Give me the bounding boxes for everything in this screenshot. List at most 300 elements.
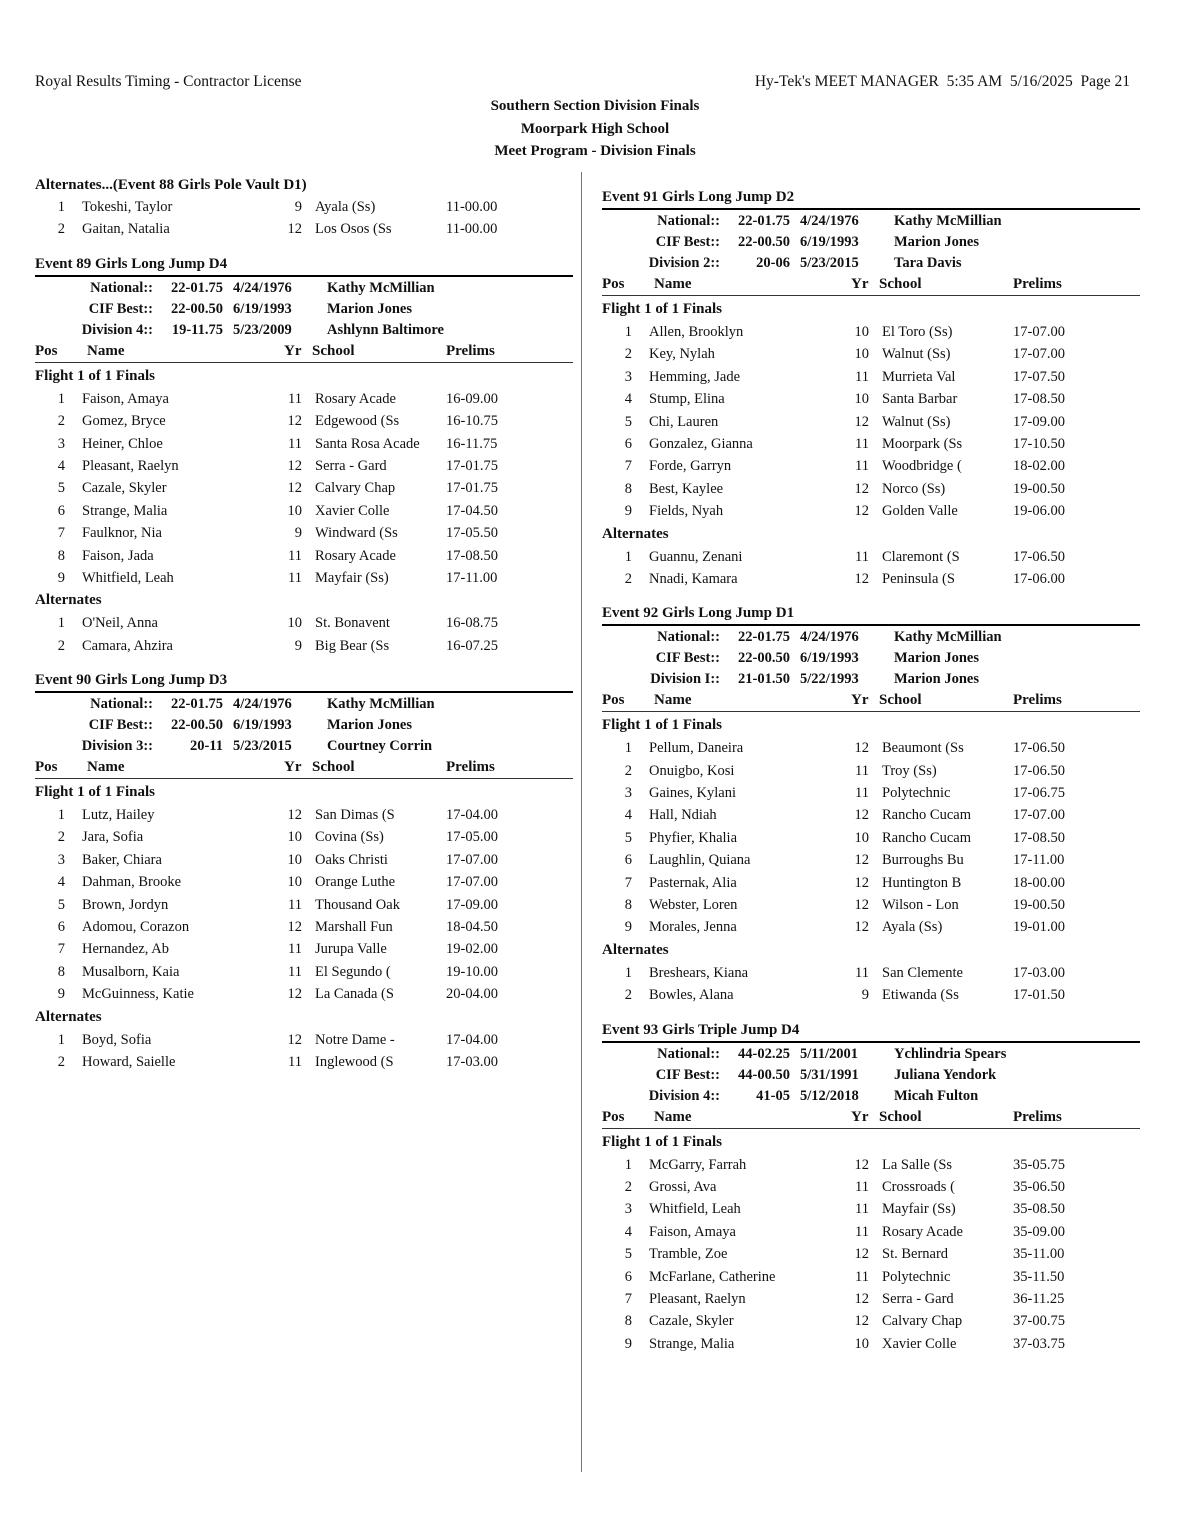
result-row: [35, 522, 573, 544]
athlete-name: McGuinness, Katie: [82, 986, 194, 1003]
athlete-year: 12: [854, 413, 869, 430]
record-holder: Ashlynn Baltimore: [327, 321, 444, 338]
record-holder: Kathy McMillian: [894, 629, 1002, 646]
record-line: [602, 232, 1140, 253]
record-label: Division I::: [650, 671, 720, 688]
result-row: [602, 1198, 1140, 1220]
record-label: National::: [90, 696, 153, 713]
meet-manager-header: Hy-Tek's MEET MANAGER 5:35 AM 5/16/2025 Page 21: [754, 73, 1130, 90]
result-row: [602, 760, 1140, 782]
place-number: 4: [57, 874, 65, 891]
place-number: 1: [624, 740, 632, 757]
flight-label: Flight 1 of 1 Finals: [35, 367, 156, 384]
record-date: 5/12/2018: [800, 1087, 859, 1104]
carryover-alternates: [35, 174, 573, 241]
result-row: [602, 478, 1140, 500]
athlete-year: 11: [288, 963, 302, 980]
prelim-mark: 19-00.50: [1013, 897, 1065, 914]
place-number: 4: [624, 1223, 632, 1240]
record-holder: Courtney Corrin: [327, 738, 433, 755]
place-number: 1: [57, 390, 65, 407]
school-header: School: [879, 692, 922, 709]
result-row: [35, 500, 573, 522]
place-number: 2: [57, 413, 65, 430]
result-row: [35, 894, 573, 916]
prelim-mark: 16-10.75: [446, 413, 498, 430]
record-date: 6/19/1993: [233, 300, 292, 317]
athlete-name: Whitfield, Leah: [649, 1201, 741, 1218]
athlete-year: 12: [854, 852, 869, 869]
result-row: [35, 983, 573, 1005]
prelim-mark: 17-08.50: [1013, 829, 1065, 846]
school-name: Santa Rosa Acade: [315, 435, 420, 452]
place-number: 4: [624, 807, 632, 824]
record-mark: 22-00.50: [738, 234, 790, 250]
athlete-name: Baker, Chiara: [82, 851, 162, 868]
school-name: Orange Luthe: [315, 874, 396, 891]
school-name: Oaks Christi: [315, 851, 388, 868]
school-name: Mayfair (Ss): [315, 569, 389, 586]
result-row: [35, 477, 573, 499]
school-name: Etiwanda (Ss: [882, 987, 959, 1004]
prelim-mark: 17-05.00: [446, 829, 498, 846]
prelim-mark: 17-01.75: [446, 480, 498, 497]
athlete-name: Musalborn, Kaia: [82, 963, 180, 980]
prelims-header: Prelims: [446, 342, 495, 359]
athlete-name: Boyd, Sofia: [82, 1031, 152, 1048]
athlete-year: 11: [855, 548, 869, 565]
result-row: [602, 411, 1140, 433]
record-date: 5/23/2015: [233, 738, 292, 755]
school-name: Inglewood (S: [315, 1053, 394, 1070]
column-headers: [602, 1107, 1140, 1129]
record-holder: Marion Jones: [894, 671, 979, 688]
athlete-year: 11: [288, 941, 302, 958]
record-date: 5/23/2015: [800, 255, 859, 271]
result-row: [602, 1266, 1140, 1288]
record-line: [35, 736, 573, 757]
athlete-name: Grossi, Ava: [649, 1178, 717, 1195]
school-name: Walnut (Ss): [882, 413, 951, 430]
school-name: La Canada (S: [315, 986, 394, 1003]
result-row: [35, 410, 573, 432]
event-title: Event 91 Girls Long Jump D2: [602, 186, 1140, 210]
athlete-name: Tramble, Zoe: [649, 1246, 728, 1263]
athlete-name: Dahman, Brooke: [82, 874, 182, 891]
prelim-mark: 18-04.50: [446, 919, 498, 936]
athlete-year: 12: [854, 919, 869, 936]
result-row: [602, 916, 1140, 938]
place-number: 6: [57, 502, 65, 519]
athlete-name: Jara, Sofia: [82, 829, 144, 846]
athlete-name: Guannu, Zenani: [649, 548, 743, 565]
prelim-mark: 17-07.00: [1013, 807, 1065, 824]
prelim-mark: 11-00.00: [446, 199, 498, 215]
place-number: 1: [624, 1156, 632, 1173]
result-row: [602, 1154, 1140, 1176]
athlete-name: Whitfield, Leah: [82, 569, 174, 586]
prelim-mark: 37-03.75: [1013, 1335, 1065, 1352]
result-row: [35, 826, 573, 848]
result-row: [602, 782, 1140, 804]
place-number: 2: [624, 570, 632, 587]
prelim-mark: 16-08.75: [446, 615, 498, 632]
record-holder: Marion Jones: [894, 234, 979, 250]
athlete-name: Gaines, Kylani: [649, 785, 736, 802]
prelim-mark: 19-00.50: [1013, 480, 1065, 497]
record-date: 4/24/1976: [800, 213, 859, 229]
place-number: 1: [57, 199, 65, 215]
prelim-mark: 35-05.75: [1013, 1156, 1065, 1173]
athlete-year: 11: [288, 390, 302, 407]
school-name: El Toro (Ss): [882, 324, 953, 340]
record-line: [602, 1065, 1140, 1086]
school-name: Rosary Acade: [882, 1223, 963, 1240]
school-name: St. Bonavent: [315, 615, 390, 632]
place-number: 8: [57, 547, 65, 564]
athlete-year: 11: [855, 1268, 869, 1285]
athlete-name: Stump, Elina: [649, 391, 725, 408]
prelim-mark: 16-11.75: [446, 435, 498, 452]
athlete-year: 12: [854, 503, 869, 520]
athlete-name: Howard, Saielle: [82, 1053, 176, 1070]
place-number: 3: [57, 851, 65, 868]
school-name: Rosary Acade: [315, 390, 396, 407]
athlete-name: Allen, Brooklyn: [649, 324, 744, 340]
athlete-year: 10: [287, 615, 302, 632]
athlete-year: 11: [855, 1178, 869, 1195]
prelim-mark: 35-11.50: [1013, 1268, 1065, 1285]
result-row: [602, 1176, 1140, 1198]
result-row: [602, 1333, 1140, 1355]
athlete-year: 12: [287, 457, 302, 474]
record-holder: Marion Jones: [327, 300, 412, 317]
athlete-name: O'Neil, Anna: [82, 615, 158, 632]
record-holder: Kathy McMillian: [327, 696, 435, 713]
record-holder: Marion Jones: [327, 717, 412, 734]
prelim-mark: 35-08.50: [1013, 1201, 1065, 1218]
athlete-name: Faulknor, Nia: [82, 525, 162, 542]
result-row: [35, 567, 573, 589]
school-name: Rancho Cucam: [882, 807, 971, 824]
prelim-mark: 16-09.00: [446, 390, 498, 407]
record-line: [35, 715, 573, 736]
place-number: 3: [624, 1201, 632, 1218]
athlete-name: Pasternak, Alia: [649, 874, 737, 891]
record-date: 6/19/1993: [800, 234, 859, 250]
record-mark: 21-01.50: [738, 671, 790, 688]
event-records: [35, 278, 573, 341]
school-name: Calvary Chap: [315, 480, 396, 497]
school-header: School: [879, 276, 922, 292]
athlete-year: 10: [287, 502, 302, 519]
place-number: 2: [624, 346, 632, 363]
school-name: Xavier Colle: [315, 502, 390, 519]
athlete-name: Gonzalez, Gianna: [649, 435, 753, 452]
prelim-mark: 16-07.25: [446, 637, 498, 654]
athlete-year: 10: [287, 851, 302, 868]
athlete-name: Hemming, Jade: [649, 368, 741, 385]
result-row: [602, 894, 1140, 916]
record-holder: Kathy McMillian: [894, 213, 1002, 229]
athlete-year: 12: [854, 480, 869, 497]
school-name: San Dimas (S: [315, 807, 395, 824]
record-line: [602, 669, 1140, 690]
athlete-year: 10: [287, 874, 302, 891]
record-date: 5/11/2001: [800, 1045, 859, 1062]
record-label: CIF Best::: [88, 717, 153, 734]
athlete-name: McFarlane, Catherine: [649, 1268, 776, 1285]
prelim-mark: 17-01.50: [1013, 987, 1065, 1004]
result-row: [602, 366, 1140, 388]
athlete-name: Strange, Malia: [82, 502, 168, 519]
result-row: [35, 1029, 573, 1051]
record-mark: 44-00.50: [738, 1066, 790, 1083]
alternates-label: Alternates: [35, 592, 102, 609]
athlete-year: 12: [854, 807, 869, 824]
school-name: Los Osos (Ss: [315, 221, 392, 238]
place-number: 2: [624, 762, 632, 779]
prelim-mark: 17-06.75: [1013, 785, 1065, 802]
place-number: 3: [624, 785, 632, 802]
event-title: Event 92 Girls Long Jump D1: [602, 602, 1140, 626]
record-holder: Juliana Yendork: [894, 1066, 997, 1083]
prelim-mark: 17-08.50: [446, 547, 498, 564]
meet-titles: [0, 95, 1190, 163]
athlete-name: Faison, Amaya: [649, 1223, 736, 1240]
record-mark: 19-11.75: [171, 321, 223, 338]
athlete-year: 11: [855, 964, 869, 981]
athlete-year: 11: [288, 547, 302, 564]
record-label: Division 4::: [81, 321, 153, 338]
record-label: CIF Best::: [88, 300, 153, 317]
place-number: 4: [57, 457, 65, 474]
prelim-mark: 17-07.00: [1013, 346, 1065, 363]
athlete-name: Laughlin, Quiana: [649, 852, 751, 869]
column-headers: [602, 274, 1140, 296]
record-line: [602, 211, 1140, 232]
result-row: [35, 388, 573, 410]
record-line: [602, 253, 1140, 274]
event-block: [602, 1019, 1140, 1356]
athlete-year: 12: [854, 740, 869, 757]
record-mark: 22-00.50: [171, 300, 223, 317]
prelim-mark: 35-09.00: [1013, 1223, 1065, 1240]
result-row: [35, 196, 573, 218]
result-row: [602, 343, 1140, 365]
place-number: 3: [624, 368, 632, 385]
flight-label: Flight 1 of 1 Finals: [602, 1133, 723, 1150]
yr-header: Yr: [851, 1108, 869, 1125]
athlete-name: Hernandez, Ab: [82, 941, 169, 958]
place-number: 9: [624, 1335, 632, 1352]
column-headers: [602, 690, 1140, 712]
result-row: [35, 1051, 573, 1073]
record-holder: Tara Davis: [894, 255, 962, 271]
result-row: [602, 1243, 1140, 1265]
meet-title: Southern Section Division Finals: [490, 98, 700, 114]
school-name: Golden Valle: [882, 503, 958, 520]
athlete-year: 12: [854, 1313, 869, 1330]
record-date: 4/24/1976: [233, 696, 292, 713]
prelim-mark: 19-06.00: [1013, 503, 1065, 520]
prelim-mark: 37-00.75: [1013, 1313, 1065, 1330]
athlete-year: 10: [854, 1335, 869, 1352]
prelim-mark: 17-06.50: [1013, 740, 1065, 757]
prelim-mark: 17-04.00: [446, 1031, 498, 1048]
school-name: Serra - Gard: [882, 1290, 954, 1307]
athlete-year: 11: [855, 458, 869, 475]
school-name: Jurupa Valle: [315, 941, 387, 958]
school-name: Edgewood (Ss: [315, 413, 400, 430]
athlete-name: Faison, Jada: [82, 547, 154, 564]
school-name: Troy (Ss): [882, 762, 937, 779]
school-name: Murrieta Val: [882, 368, 956, 385]
place-number: 5: [57, 896, 65, 913]
event-title: Event 89 Girls Long Jump D4: [35, 253, 573, 277]
result-row: [602, 433, 1140, 455]
place-number: 2: [624, 1178, 632, 1195]
athlete-name: McGarry, Farrah: [649, 1156, 747, 1173]
prelims-header: Prelims: [446, 759, 495, 776]
license-header: Royal Results Timing - Contractor License: [35, 73, 302, 90]
athlete-name: Pleasant, Raelyn: [649, 1290, 746, 1307]
athlete-year: 11: [288, 1053, 302, 1070]
place-number: 1: [624, 548, 632, 565]
prelim-mark: 17-10.50: [1013, 435, 1065, 452]
place-number: 3: [57, 435, 65, 452]
athlete-year: 11: [288, 435, 302, 452]
result-row: [602, 455, 1140, 477]
record-line: [602, 648, 1140, 669]
athlete-year: 10: [287, 829, 302, 846]
athlete-year: 9: [294, 525, 302, 542]
athlete-name: Heiner, Chloe: [82, 435, 163, 452]
prelim-mark: 17-06.00: [1013, 570, 1065, 587]
prelim-mark: 18-00.00: [1013, 874, 1065, 891]
school-name: Claremont (S: [882, 548, 960, 565]
school-name: Notre Dame -: [315, 1031, 395, 1048]
record-label: National::: [657, 213, 720, 229]
athlete-year: 11: [288, 896, 302, 913]
athlete-name: Camara, Ahzira: [82, 637, 173, 654]
column-headers: [35, 757, 573, 779]
school-header: School: [879, 1108, 922, 1125]
athlete-year: 12: [854, 1290, 869, 1307]
pos-header: Pos: [35, 759, 58, 776]
flight-label: Flight 1 of 1 Finals: [602, 717, 723, 734]
record-mark: 22-01.75: [171, 696, 223, 713]
record-holder: Marion Jones: [894, 650, 979, 667]
result-row: [602, 804, 1140, 826]
athlete-year: 11: [288, 569, 302, 586]
place-number: 5: [624, 413, 632, 430]
school-name: Windward (Ss: [315, 525, 398, 542]
event-block: [35, 669, 573, 1073]
prelim-mark: 35-11.00: [1013, 1246, 1065, 1263]
prelim-mark: 17-01.75: [446, 457, 498, 474]
prelim-mark: 17-07.50: [1013, 368, 1065, 385]
pos-header: Pos: [602, 692, 625, 709]
pos-header: Pos: [602, 1108, 625, 1125]
school-name: Peninsula (S: [882, 570, 955, 587]
result-row: [35, 916, 573, 938]
prelim-mark: 17-07.00: [446, 851, 498, 868]
place-number: 7: [624, 1290, 632, 1307]
record-date: 5/23/2009: [233, 321, 292, 338]
school-name: Ayala (Ss): [882, 919, 943, 936]
athlete-name: Chi, Lauren: [649, 413, 719, 430]
school-name: Burroughs Bu: [882, 852, 964, 869]
result-row: [602, 568, 1140, 590]
result-row: [35, 871, 573, 893]
athlete-name: Tokeshi, Taylor: [82, 199, 173, 215]
place-number: 9: [624, 503, 632, 520]
place-number: 8: [624, 1313, 632, 1330]
result-row: [35, 433, 573, 455]
prelims-header: Prelims: [1013, 1108, 1062, 1125]
place-number: 1: [624, 964, 632, 981]
school-name: Crossroads (: [882, 1178, 955, 1195]
place-number: 1: [57, 615, 65, 632]
school-header: School: [312, 759, 355, 776]
athlete-name: Onuigbo, Kosi: [649, 762, 735, 779]
prelims-header: Prelims: [1013, 692, 1062, 709]
record-date: 6/19/1993: [800, 650, 859, 667]
athlete-name: Webster, Loren: [649, 897, 738, 914]
school-name: Wilson - Lon: [882, 897, 959, 914]
record-line: [602, 1086, 1140, 1107]
record-label: National::: [657, 1045, 720, 1062]
athlete-name: Cazale, Skyler: [82, 480, 167, 497]
place-number: 6: [624, 1268, 632, 1285]
record-line: [35, 278, 573, 299]
result-row: [602, 962, 1140, 984]
column-headers: [35, 341, 573, 363]
place-number: 7: [624, 458, 632, 475]
event-records: [602, 1044, 1140, 1107]
athlete-name: Pleasant, Raelyn: [82, 457, 179, 474]
prelim-mark: 17-04.50: [446, 502, 498, 519]
school-name: Covina (Ss): [315, 829, 384, 846]
place-number: 4: [624, 391, 632, 408]
school-name: Ayala (Ss): [315, 199, 376, 215]
athlete-year: 12: [287, 919, 302, 936]
record-date: 5/22/1993: [800, 671, 859, 688]
record-label: CIF Best::: [655, 1066, 720, 1083]
athlete-year: 11: [855, 435, 869, 452]
place-number: 8: [57, 963, 65, 980]
athlete-year: 10: [854, 829, 869, 846]
record-label: Division 4::: [648, 1087, 720, 1104]
athlete-year: 12: [287, 1031, 302, 1048]
name-header: Name: [654, 276, 692, 292]
record-mark: 44-02.25: [738, 1045, 790, 1062]
result-row: [35, 545, 573, 567]
prelim-mark: 18-02.00: [1013, 458, 1065, 475]
athlete-name: Best, Kaylee: [649, 480, 724, 497]
program-title: Meet Program - Division Finals: [494, 143, 696, 159]
prelim-mark: 11-00.00: [446, 221, 498, 238]
name-header: Name: [654, 692, 692, 709]
athlete-name: Morales, Jenna: [649, 919, 737, 936]
athlete-name: Nnadi, Kamara: [649, 570, 738, 587]
school-name: Beaumont (Ss: [882, 740, 964, 757]
place-number: 8: [624, 897, 632, 914]
prelim-mark: 17-03.00: [1013, 964, 1065, 981]
school-name: Walnut (Ss): [882, 346, 951, 363]
pos-header: Pos: [602, 276, 625, 292]
